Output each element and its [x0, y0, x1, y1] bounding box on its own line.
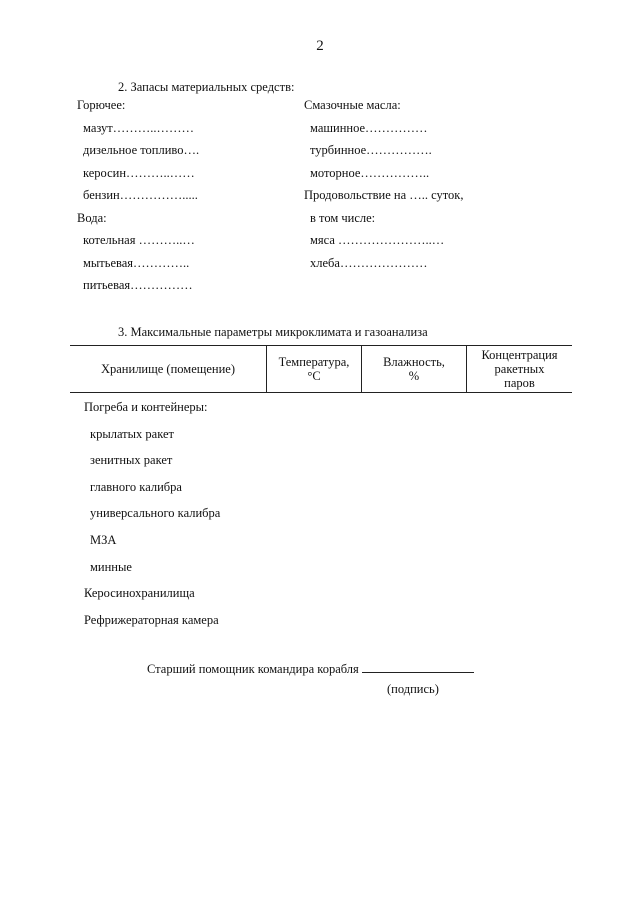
signature-label: Старший помощник командира корабля — [147, 662, 359, 676]
supply-line: питьевая…………… — [83, 278, 193, 292]
header-concentration: Концентрация ракетных паров — [467, 346, 573, 393]
signature-blank — [362, 660, 474, 673]
signature-line — [147, 660, 474, 677]
section-2-title: 2. Запасы материальных средств: — [118, 80, 295, 94]
storage-item: главного калибра — [90, 479, 182, 494]
storage-item: Керосинохранилища — [84, 586, 195, 601]
supply-line: мытьевая………….. — [83, 255, 190, 270]
supply-line: бензин……………..... — [83, 188, 198, 202]
table-header-row — [70, 346, 572, 393]
supply-line: Продовольствие на ….. суток, — [304, 188, 464, 202]
header-storage: Хранилище (помещение) — [70, 346, 267, 393]
storage-item: МЗА — [90, 532, 117, 547]
supply-line: керосин………..…… — [83, 165, 195, 180]
storage-item: минные — [90, 559, 132, 574]
header-temperature: Температура, °С — [267, 346, 362, 393]
supply-line: хлеба………………… — [310, 255, 428, 270]
supply-line: мазут………..……… — [83, 120, 195, 135]
supply-line: турбинное……………. — [310, 143, 432, 157]
supply-line: мяса …………………..… — [310, 233, 445, 247]
supply-line: машинное…………… — [310, 120, 428, 135]
supplies-right-column — [304, 94, 464, 274]
storage-item: зенитных ракет — [90, 453, 173, 468]
supply-line: котельная ………..… — [83, 233, 195, 247]
storage-item: крылатых ракет — [90, 426, 174, 441]
supply-line: Вода: — [77, 210, 107, 225]
section-3-title: 3. Максимальные параметры микроклимата и газоанализа — [118, 325, 428, 339]
signature-caption: (подпись) — [387, 682, 439, 696]
storage-item: Рефрижераторная камера — [84, 612, 219, 627]
storage-item: универсального калибра — [90, 506, 221, 521]
storage-list — [84, 394, 220, 633]
supply-line: Смазочные масла: — [304, 98, 401, 112]
header-humidity: Влажность, % — [362, 346, 467, 393]
microclimate-table — [70, 345, 572, 393]
supplies-left-column — [77, 94, 199, 297]
storage-item: Погреба и контейнеры: — [84, 400, 208, 414]
page-number: 2 — [316, 38, 324, 54]
supply-line: моторное…………….. — [310, 165, 430, 180]
supply-line: дизельное топливо…. — [83, 143, 200, 157]
supply-line: Горючее: — [77, 98, 126, 112]
supply-line: в том числе: — [310, 210, 376, 225]
